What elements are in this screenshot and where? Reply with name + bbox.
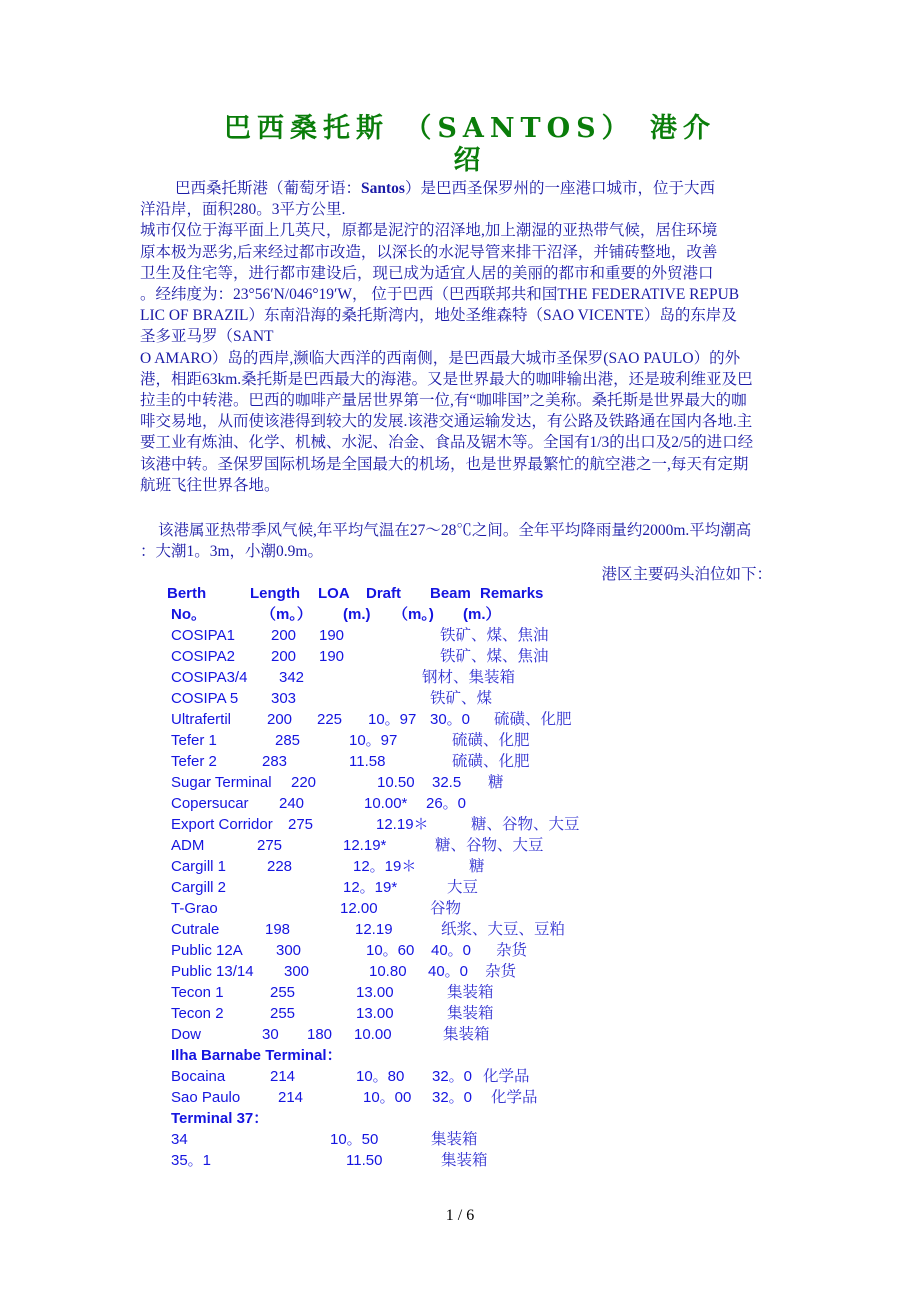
- berth-draft: 12.19*: [343, 837, 387, 854]
- table-row: [171, 877, 771, 898]
- berth-remarks: 集装箱: [447, 984, 494, 1001]
- intro-line: 拉圭的中转港。巴西的咖啡产量居世界第一位,有“咖啡国”之美称。桑托斯是世界最大的咖: [140, 392, 747, 410]
- berth-name: COSIPA3/4: [171, 669, 248, 686]
- berth-beam: 32。0: [432, 1089, 473, 1106]
- berth-length: 255: [270, 1005, 296, 1022]
- berth-loa: 225: [317, 711, 343, 728]
- berth-length: 283: [262, 753, 288, 770]
- table-row: [171, 688, 771, 709]
- berth-remarks: 杂货: [485, 963, 517, 980]
- berth-remarks: 糖: [469, 858, 485, 875]
- berth-name: T-Grao: [171, 900, 218, 917]
- table-row: [171, 1129, 771, 1150]
- berth-draft: 11.58: [349, 753, 386, 770]
- table-row: [171, 1024, 771, 1045]
- berth-length: 300: [276, 942, 302, 959]
- berth-name: Cargill 2: [171, 879, 227, 896]
- section-title: Ilha Barnabe Terminal：: [171, 1047, 342, 1064]
- berth-beam: 40。0: [428, 963, 469, 980]
- table-row: [171, 625, 771, 646]
- intro-line: O AMARO）岛的西岸,濒临大西洋的西南侧，是巴西最大城市圣保罗(SAO PAULO）的外: [140, 349, 741, 367]
- berth-remarks: 杂货: [496, 942, 528, 959]
- berth-remarks: 集装箱: [441, 1152, 488, 1169]
- berth-name: Bocaina: [171, 1068, 226, 1085]
- berths-intro: 港区主要码头泊位如下：: [601, 566, 772, 583]
- section-ilha-barnabe: [171, 1045, 771, 1066]
- berth-remarks: 集装箱: [431, 1131, 478, 1148]
- table-row: [171, 793, 771, 814]
- berth-name: Export Corridor: [171, 816, 273, 833]
- page-title: 巴西桑托斯 （SANTOS） 港介: [223, 113, 717, 144]
- intro-line: 圣多亚马罗（SANT: [140, 328, 274, 346]
- berth-length: 220: [291, 774, 317, 791]
- berth-name: Cargill 1: [171, 858, 227, 875]
- berth-length: 200: [271, 648, 297, 665]
- berth-draft: 10。50: [330, 1131, 379, 1148]
- berth-beam: 40。0: [431, 942, 472, 959]
- climate-paragraph: [140, 520, 785, 562]
- berth-length: 228: [267, 858, 293, 875]
- table-row: [171, 667, 771, 688]
- table-header-units: [171, 604, 771, 625]
- berth-name: Sao Paulo: [171, 1089, 241, 1106]
- berth-length: 300: [284, 963, 310, 980]
- berth-name: COSIPA 5: [171, 690, 239, 707]
- berth-name: 35。1: [171, 1152, 212, 1169]
- berth-name: COSIPA2: [171, 648, 235, 665]
- page-indicator: 1 / 6: [445, 1207, 475, 1224]
- berth-length: 200: [271, 627, 297, 644]
- berth-remarks: 硫磺、化肥: [452, 753, 530, 770]
- berth-loa: 190: [319, 627, 345, 644]
- berth-name: Copersucar: [171, 795, 249, 812]
- berth-draft: 10.00: [354, 1026, 392, 1043]
- table-row: [171, 856, 771, 877]
- intro-line: 要工业有炼油、化学、机械、水泥、冶金、食品及锯木等。全国有1/3的出口及2/5的进口经: [140, 434, 754, 452]
- berth-draft: 10。97: [349, 732, 398, 749]
- table-row: [171, 1087, 771, 1108]
- table-row: [171, 940, 771, 961]
- table-row: [171, 982, 771, 1003]
- berth-draft: 10。80: [356, 1068, 405, 1085]
- header-unit: (m.）: [463, 606, 501, 623]
- intro-line: 城市仅位于海平面上几英尺，原都是泥泞的沼泽地,加上潮湿的亚热带气候，居住环境: [140, 222, 718, 240]
- berth-draft: 10.50: [377, 774, 415, 791]
- berth-name: Ultrafertil: [171, 711, 232, 728]
- header-length: Length: [250, 585, 300, 602]
- table-row: [171, 709, 771, 730]
- berth-remarks: 糖: [488, 774, 504, 791]
- berth-remarks: 化学品: [483, 1068, 530, 1085]
- table-header: [167, 583, 771, 604]
- berth-beam: 32.5: [432, 774, 462, 791]
- berth-length: 214: [270, 1068, 296, 1085]
- berth-remarks: 集装箱: [447, 1005, 494, 1022]
- page-title-continued: 绍: [453, 145, 487, 176]
- berth-draft: 10。00: [363, 1089, 412, 1106]
- intro-text: 巴西桑托斯港（葡萄牙语：: [175, 180, 362, 197]
- berth-length: 275: [257, 837, 283, 854]
- berth-length: 240: [279, 795, 305, 812]
- header-unit: （m。): [393, 606, 434, 623]
- intro-line: 航班飞往世界各地。: [140, 476, 280, 494]
- berth-remarks: 糖、谷物、大豆: [435, 837, 544, 854]
- intro-line: 洋沿岸，面积280。3平方公里.: [140, 201, 346, 219]
- table-row: [171, 814, 771, 835]
- intro-line: 啡交易地，从而使该港得到较大的发展.该港交通运输发达，有公路及铁路通在国内各地.主: [140, 413, 753, 431]
- berth-draft: 12.00: [340, 900, 378, 917]
- berth-remarks: 铁矿、煤、焦油: [440, 627, 549, 644]
- header-unit: （m。）: [261, 606, 312, 623]
- berth-name: Cutrale: [171, 921, 220, 938]
- berth-draft: 12。19＊: [353, 858, 417, 875]
- header-unit: No。: [171, 606, 206, 623]
- climate-line: 该港属亚热带季风气候,年平均气温在27～28℃之间。全年平均降雨量约2000m.平均潮高: [158, 522, 752, 539]
- berth-length: 285: [275, 732, 301, 749]
- berth-beam: 30。0: [430, 711, 471, 728]
- section-title: Terminal 37：: [171, 1110, 269, 1127]
- berth-length: 214: [278, 1089, 304, 1106]
- intro-line: 港，相距63km.桑托斯是巴西最大的海港。又是世界最大的咖啡输出港，还是玻利维亚及巴: [140, 370, 753, 388]
- header-unit: (m.): [343, 606, 371, 623]
- table-row: [171, 646, 771, 667]
- table-row: [171, 898, 771, 919]
- berth-remarks: 化学品: [491, 1089, 538, 1106]
- berth-name: Tefer 1: [171, 732, 217, 749]
- header-beam: Beam: [430, 585, 471, 602]
- berth-remarks: 钢材、集装箱: [422, 669, 516, 686]
- berth-name: Public 13/14: [171, 963, 254, 980]
- berth-remarks: 集装箱: [443, 1026, 490, 1043]
- table-row: [171, 772, 771, 793]
- berth-remarks: 糖、谷物、大豆: [471, 816, 580, 833]
- berth-length: 303: [271, 690, 297, 707]
- berth-draft: 10。60: [366, 942, 415, 959]
- berth-remarks: 铁矿、煤: [430, 690, 493, 707]
- header-loa: LOA: [318, 585, 350, 602]
- berth-draft: 10.80: [369, 963, 407, 980]
- berth-remarks: 谷物: [430, 900, 462, 917]
- berth-draft: 11.50: [346, 1152, 383, 1169]
- intro-line: LIC OF BRAZIL）东南沿海的桑托斯湾内，地处圣维森特（SAO VICENTE）岛的东岸及: [140, 307, 737, 325]
- berth-name: Sugar Terminal: [171, 774, 272, 791]
- berth-loa: 190: [319, 648, 345, 665]
- berth-name: Tefer 2: [171, 753, 217, 770]
- header-berth: Berth: [167, 585, 207, 602]
- berth-name: Public 12A: [171, 942, 243, 959]
- berth-draft: 10.00*: [364, 795, 408, 812]
- table-row: [171, 835, 771, 856]
- table-row: [171, 751, 771, 772]
- berth-remarks: 大豆: [447, 879, 479, 896]
- berth-length: 198: [265, 921, 291, 938]
- berth-name: ADM: [171, 837, 205, 854]
- intro-line: 卫生及住宅等，进行都市建设后，现已成为适宜人居的美丽的都市和重要的外贸港口: [140, 264, 714, 282]
- intro-paragraph: [140, 178, 785, 496]
- intro-santos-bold: Santos: [361, 180, 405, 197]
- header-draft: Draft: [366, 585, 402, 602]
- berth-draft: 13.00: [356, 984, 394, 1001]
- table-row: [171, 1003, 771, 1024]
- berth-length: 30: [262, 1026, 279, 1043]
- table-row: [171, 730, 771, 751]
- intro-line: 原本极为恶劣,后来经过都市改造，以深长的水泥导管来排干沼泽，并铺砖整地，改善: [140, 243, 718, 261]
- berth-remarks: 硫磺、化肥: [452, 732, 530, 749]
- intro-line: 该港中转。圣保罗国际机场是全国最大的机场，也是世界最繁忙的航空港之一,每天有定期: [140, 455, 749, 473]
- berth-length: 342: [279, 669, 305, 686]
- table-row: [171, 1066, 771, 1087]
- berth-loa: 180: [307, 1026, 333, 1043]
- berth-draft: 12.19＊: [376, 816, 429, 833]
- berth-beam: 32。0: [432, 1068, 473, 1085]
- section-terminal-37: [171, 1108, 771, 1129]
- berth-table: [167, 583, 771, 1171]
- berth-length: 255: [270, 984, 296, 1001]
- berth-draft: 12.19: [355, 921, 393, 938]
- berth-remarks: 硫磺、化肥: [494, 711, 572, 728]
- table-row: [171, 919, 771, 940]
- berth-length: 200: [267, 711, 293, 728]
- berth-remarks: 纸浆、大豆、豆粕: [441, 921, 566, 938]
- intro-text: ）是巴西圣保罗州的一座港口城市，位于大西: [404, 180, 715, 197]
- berth-name: 34: [171, 1131, 188, 1148]
- berth-draft: 10。97: [368, 711, 417, 728]
- intro-line: 。经纬度为：23°56′N/046°19′W， 位于巴西（巴西联邦共和国THE FEDERATIVE REPUB: [140, 286, 740, 304]
- berth-beam: 26。0: [426, 795, 467, 812]
- climate-line: ：大潮1。3m，小潮0.9m。: [140, 543, 323, 561]
- berth-name: COSIPA1: [171, 627, 235, 644]
- table-row: [171, 1150, 771, 1171]
- berth-remarks: 铁矿、煤、焦油: [440, 648, 549, 665]
- berth-name: Tecon 2: [171, 1005, 224, 1022]
- berth-draft: 13.00: [356, 1005, 394, 1022]
- berth-length: 275: [288, 816, 314, 833]
- header-remarks: Remarks: [480, 585, 544, 602]
- berth-name: Dow: [171, 1026, 202, 1043]
- table-row: [171, 961, 771, 982]
- berth-draft: 12。19*: [343, 879, 398, 896]
- berth-name: Tecon 1: [171, 984, 224, 1001]
